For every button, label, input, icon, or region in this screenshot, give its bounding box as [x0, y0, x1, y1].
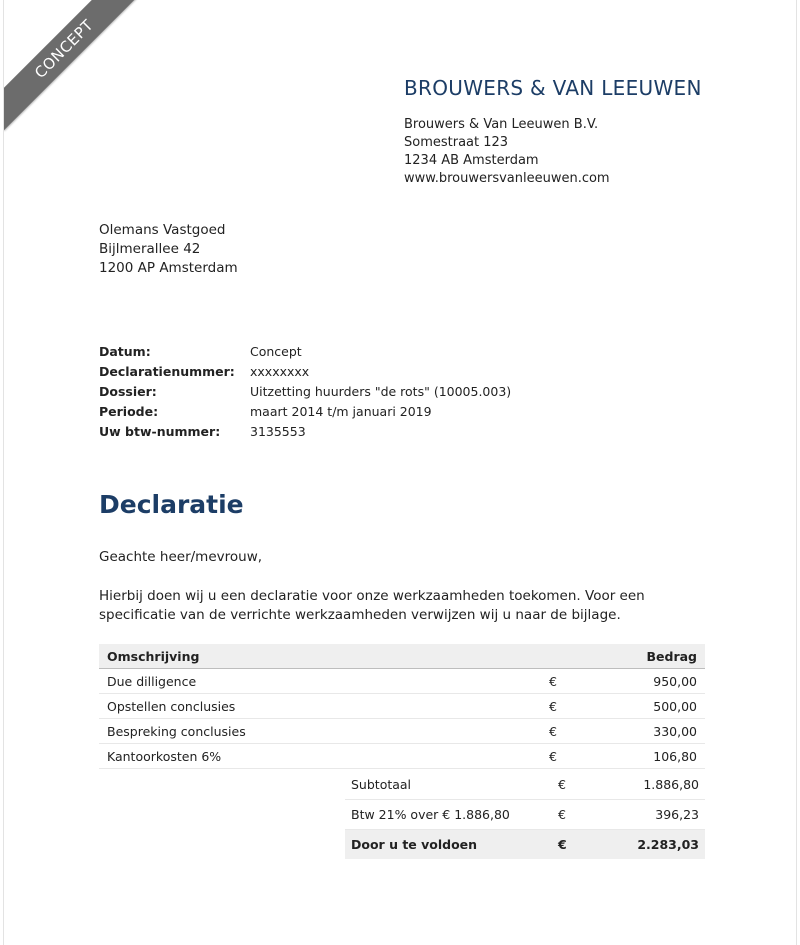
meta-row-btw-nummer — [99, 421, 511, 441]
company-city: 1234 AB Amsterdam — [404, 153, 539, 168]
meta-row-datum — [99, 341, 511, 361]
meta-value: Uitzetting huurders "de rots" (10005.003) — [250, 383, 512, 399]
meta-label: Dossier: — [99, 383, 157, 399]
item-amount: 500,00 — [609, 694, 705, 719]
company-website: www.brouwersvanleeuwen.com — [404, 171, 610, 186]
grand-total-label: Door u te voldoen — [345, 830, 558, 860]
meta-row-dossier — [99, 381, 511, 401]
item-amount: 950,00 — [609, 669, 705, 694]
subtotal-amount: 1.886,80 — [613, 770, 705, 800]
vat-label: Btw 21% over € 1.886,80 — [345, 800, 558, 830]
company-street: Somestraat 123 — [404, 135, 509, 150]
table-row — [99, 669, 705, 694]
grand-total-amount: 2.283,03 — [613, 830, 705, 860]
line-items-table — [99, 644, 705, 769]
meta-label: Datum: — [99, 343, 151, 359]
vat-amount: 396,23 — [613, 800, 705, 830]
subtotal-currency: € — [558, 770, 613, 800]
document-title: Declaratie — [99, 490, 244, 519]
table-row — [99, 744, 705, 769]
subtotal-label: Subtotaal — [345, 770, 558, 800]
meta-row-periode — [99, 401, 511, 421]
meta-value: xxxxxxxx — [250, 363, 310, 379]
recipient-name: Olemans Vastgoed — [99, 222, 226, 238]
document-page — [3, 0, 797, 945]
item-currency: € — [549, 719, 609, 744]
vat-row — [345, 800, 705, 830]
item-description: Bespreking conclusies — [99, 719, 549, 744]
meta-label: Uw btw-nummer: — [99, 423, 221, 439]
table-row — [99, 694, 705, 719]
recipient-street: Bijlmerallee 42 — [99, 241, 201, 257]
meta-label: Declaratienummer: — [99, 363, 235, 379]
meta-value: maart 2014 t/m januari 2019 — [250, 403, 432, 419]
item-description: Due dilligence — [99, 669, 549, 694]
meta-row-declaratienummer — [99, 361, 511, 381]
concept-ribbon — [4, 0, 144, 140]
recipient-city: 1200 AP Amsterdam — [99, 260, 238, 276]
brand-logo-text: BROUWERS & VAN LEEUWEN — [404, 76, 702, 100]
table-header-row — [99, 644, 705, 669]
intro-paragraph: Hierbij doen wij u een declaratie voor onze werkzaamheden toekomen. Voor een specificatie van de verrichte werkzaamheden verwijzen wij u naar de bijlage. — [99, 588, 645, 623]
grand-total-currency: € — [558, 830, 613, 860]
table-row — [99, 719, 705, 744]
greeting: Geachte heer/mevrouw, — [99, 549, 263, 565]
header-currency-spacer — [549, 644, 609, 669]
item-description: Opstellen conclusies — [99, 694, 549, 719]
meta-value: Concept — [250, 343, 302, 359]
item-amount: 330,00 — [609, 719, 705, 744]
recipient-address — [99, 221, 238, 278]
item-currency: € — [549, 669, 609, 694]
vat-currency: € — [558, 800, 613, 830]
item-description: Kantoorkosten 6% — [99, 744, 549, 769]
grand-total-row — [345, 830, 705, 860]
item-amount: 106,80 — [609, 744, 705, 769]
company-address — [404, 116, 610, 188]
item-currency: € — [549, 694, 609, 719]
subtotal-row — [345, 770, 705, 800]
totals-table — [345, 770, 705, 859]
item-currency: € — [549, 744, 609, 769]
invoice-meta-table — [99, 341, 511, 441]
meta-value: 3135553 — [250, 423, 306, 439]
header-description: Omschrijving — [99, 644, 549, 669]
concept-ribbon-label: CONCEPT — [4, 0, 144, 130]
meta-label: Periode: — [99, 403, 159, 419]
company-name: Brouwers & Van Leeuwen B.V. — [404, 117, 599, 132]
header-amount: Bedrag — [609, 644, 705, 669]
